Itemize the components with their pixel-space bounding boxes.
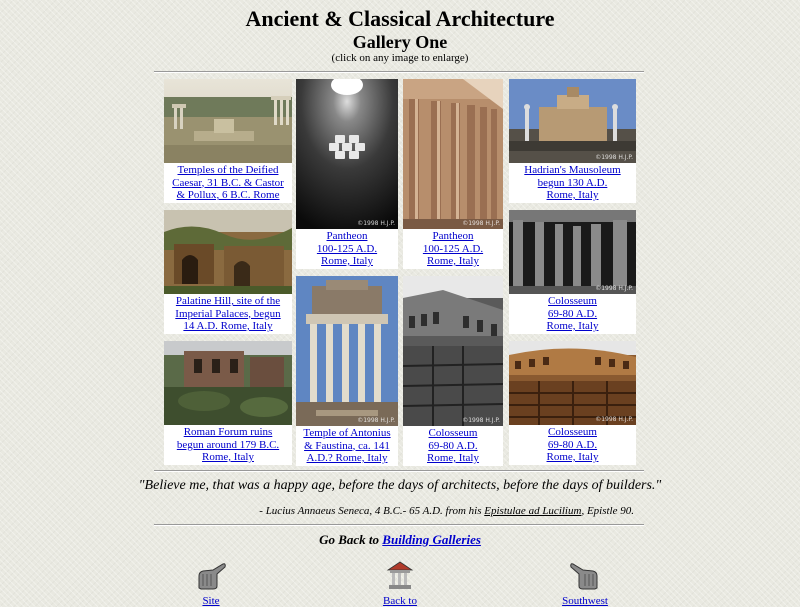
colosseum-arches-watermark: ©1998 H.J.P. <box>595 285 633 292</box>
colosseum-color-caption-line-1[interactable]: Colosseum <box>548 426 597 438</box>
colosseum-interior-watermark: ©1998 H.J.P. <box>462 417 500 424</box>
divider-bottom <box>154 524 644 526</box>
colosseum-arches-image[interactable] <box>509 210 636 294</box>
hadrians-mausoleum-caption-line-2[interactable]: begun 130 A.D. <box>537 176 608 189</box>
page-title: Ancient & Classical Architecture <box>245 6 555 31</box>
roman-forum-caption-line-2[interactable]: begun around 179 B.C. <box>176 438 280 451</box>
gallery-card-temple-antonius[interactable] <box>296 276 398 466</box>
colosseum-color-watermark: ©1998 H.J.P. <box>595 416 633 423</box>
seneca-quote: "Believe me, that was a happy age, before the days of architects, before the days of builders." <box>138 478 662 493</box>
pantheon-portico-watermark: ©1998 H.J.P. <box>462 220 500 227</box>
roman-forum-caption[interactable] <box>164 426 292 464</box>
page-subtitle: Gallery One <box>352 32 448 52</box>
colosseum-color-caption-line-2[interactable]: 69-80 A.D. <box>547 438 598 451</box>
palatine-hill-caption[interactable] <box>164 295 292 333</box>
colosseum-interior-caption[interactable] <box>403 427 503 465</box>
roman-forum-image[interactable] <box>164 341 292 425</box>
nav-site-link[interactable]: Site <box>202 595 220 607</box>
temples-caption-line-3[interactable]: & Pollux, 6 B.C. Rome <box>176 189 280 201</box>
pantheon-portico-caption-line-2[interactable]: 100-125 A.D. <box>422 242 484 255</box>
colosseum-color-image[interactable] <box>509 341 636 425</box>
colosseum-interior-caption-line-2[interactable]: 69-80 A.D. <box>428 439 478 452</box>
gallery-card-pantheon-portico[interactable] <box>403 79 503 269</box>
temple-antonius-caption[interactable] <box>296 427 398 465</box>
hadrians-mausoleum-caption[interactable] <box>509 164 636 202</box>
palatine-hill-caption-line-2[interactable]: Imperial Palaces, begun <box>175 307 281 320</box>
building-galleries-link[interactable]: Building Galleries <box>382 532 481 547</box>
pointing-hand-left-icon[interactable] <box>195 560 227 590</box>
colosseum-interior-image[interactable] <box>403 276 503 426</box>
pointing-hand-right-icon[interactable] <box>569 560 601 590</box>
pantheon-portico-caption-line-1[interactable]: Pantheon <box>432 230 474 242</box>
gallery-card-colosseum-arches[interactable] <box>509 210 636 334</box>
divider-top <box>154 71 644 73</box>
temple-antonius-caption-line-3[interactable]: A.D.? Rome, Italy <box>306 452 388 464</box>
pantheon-portico-image[interactable] <box>403 79 503 229</box>
quote-citation <box>259 505 634 517</box>
pantheon-dome-caption-line-3[interactable]: Rome, Italy <box>321 255 373 267</box>
hadrians-mausoleum-caption-line-1[interactable]: Hadrian's Mausoleum <box>524 164 621 176</box>
pantheon-portico-caption[interactable] <box>403 230 503 268</box>
citation-suffix: , Epistle 90. <box>581 505 634 517</box>
hadrians-mausoleum-caption-line-3[interactable]: Rome, Italy <box>546 189 599 201</box>
palatine-hill-image[interactable] <box>164 210 292 294</box>
pantheon-dome-caption-line-2[interactable]: 100-125 A.D. <box>316 242 378 255</box>
nav-southwest-link[interactable]: Southwest <box>562 595 608 607</box>
pantheon-portico-caption-line-3[interactable]: Rome, Italy <box>427 255 479 267</box>
roman-forum-caption-line-1[interactable]: Roman Forum ruins <box>183 426 273 438</box>
divider-middle <box>154 470 644 472</box>
colosseum-arches-caption-line-2[interactable]: 69-80 A.D. <box>547 307 598 320</box>
roman-forum-caption-line-3[interactable]: Rome, Italy <box>202 451 254 463</box>
gallery-card-roman-forum[interactable] <box>164 341 292 465</box>
palatine-hill-caption-line-3[interactable]: 14 A.D. Rome, Italy <box>183 320 273 332</box>
colosseum-arches-caption-line-3[interactable]: Rome, Italy <box>546 320 599 332</box>
gallery-card-hadrians-mausoleum[interactable] <box>509 79 636 203</box>
gallery-card-colosseum-interior[interactable] <box>403 276 503 466</box>
colosseum-arches-caption[interactable] <box>509 295 636 333</box>
citation-prefix: - Lucius Annaeus Seneca, 4 B.C.- 65 A.D. from his <box>259 505 485 517</box>
gallery-card-temples[interactable] <box>164 79 292 203</box>
nav-back-link[interactable]: Back to <box>383 595 417 607</box>
temple-antonius-caption-line-1[interactable]: Temple of Antonius <box>303 427 391 439</box>
enlarge-hint: (click on any image to enlarge) <box>331 52 469 64</box>
colosseum-color-caption-line-3[interactable]: Rome, Italy <box>546 451 599 463</box>
pantheon-dome-watermark: ©1998 H.J.P. <box>357 220 395 227</box>
colosseum-interior-caption-line-1[interactable]: Colosseum <box>428 427 478 439</box>
citation-work: Epistulae ad Lucilium <box>484 505 582 517</box>
temples-caption[interactable] <box>164 164 292 202</box>
temple-antonius-caption-line-2[interactable]: & Faustina, ca. 141 <box>304 439 390 452</box>
temples-caption-line-2[interactable]: Caesar, 31 B.C. & Castor <box>172 176 284 189</box>
colosseum-interior-caption-line-3[interactable]: Rome, Italy <box>427 452 479 464</box>
hadrians-mausoleum-image[interactable] <box>509 79 636 163</box>
temple-icon[interactable] <box>386 560 414 590</box>
temple-antonius-image[interactable] <box>296 276 398 426</box>
palatine-hill-caption-line-1[interactable]: Palatine Hill, site of the <box>175 295 281 307</box>
colosseum-color-caption[interactable] <box>509 426 636 464</box>
gallery-card-colosseum-color[interactable] <box>509 341 636 465</box>
temples-caption-line-1[interactable]: Temples of the Deified <box>177 164 279 176</box>
pantheon-dome-caption[interactable] <box>296 230 398 268</box>
colosseum-arches-caption-line-1[interactable]: Colosseum <box>548 295 597 307</box>
go-back-line <box>0 532 800 548</box>
temple-antonius-watermark: ©1998 H.J.P. <box>357 417 395 424</box>
pantheon-dome-image[interactable] <box>296 79 398 229</box>
gallery-card-pantheon-dome[interactable] <box>296 79 398 269</box>
pantheon-dome-caption-line-1[interactable]: Pantheon <box>326 230 368 242</box>
temples-forum-image[interactable] <box>164 79 292 163</box>
go-back-prefix: Go Back to <box>319 532 383 547</box>
hadrians-mausoleum-watermark: ©1998 H.J.P. <box>595 154 633 161</box>
gallery-card-palatine-hill[interactable] <box>164 210 292 334</box>
